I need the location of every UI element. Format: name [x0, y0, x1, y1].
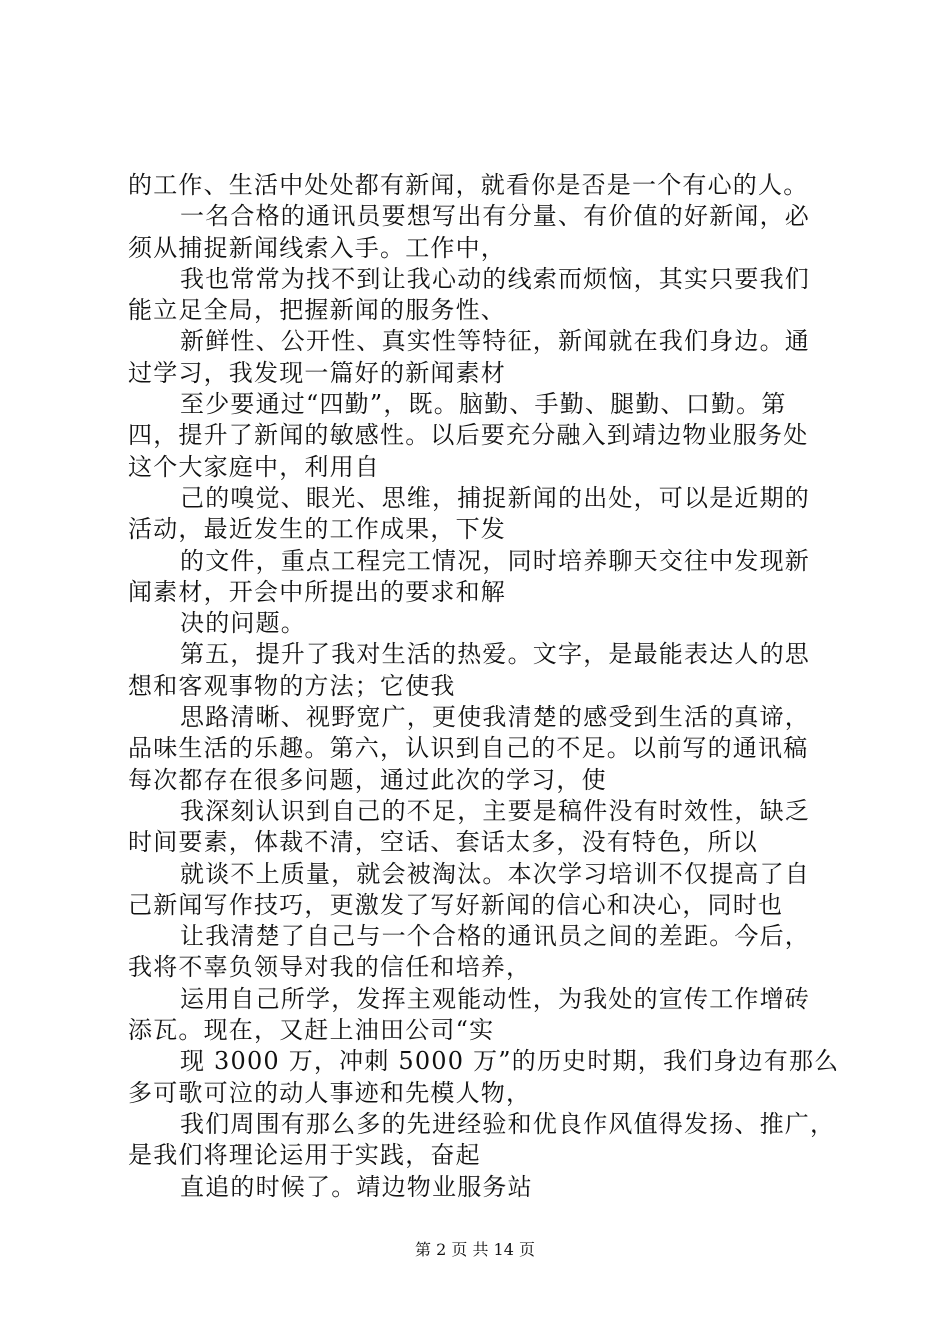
text-line: 一名合格的通讯员要想写出有分量、有价值的好新闻，必 [180, 202, 810, 231]
text-line: 多可歌可泣的动人事迹和先模人物， [128, 1078, 532, 1107]
text-line: 决的问题。 [180, 609, 306, 638]
text-line: 我将不辜负领导对我的信任和培养， [128, 953, 532, 982]
text-line: 品味生活的乐趣。第六，认识到自己的不足。以前写的通讯稿 [128, 734, 809, 763]
text-line: 每次都存在很多问题，通过此次的学习，使 [128, 765, 607, 794]
text-line: 的工作、生活中处处都有新闻，就看你是否是一个有心的人。 [128, 171, 809, 199]
text-line: 思路清晰、视野宽广，更使我清楚的感受到生活的真谛， [180, 703, 810, 732]
text-line: 过学习，我发现一篇好的新闻素材 [128, 358, 506, 387]
text-line: 我深刻认识到自己的不足，主要是稿件没有时效性，缺乏 [180, 796, 810, 825]
text-line: 新鲜性、公开性、真实性等特征，新闻就在我们身边。通 [180, 327, 810, 356]
text-line: 就谈不上质量，就会被淘汰。本次学习培训不仅提高了自 [180, 859, 810, 888]
text-line: 能立足全局，把握新闻的服务性、 [128, 296, 506, 325]
text-line: 活动，最近发生的工作成果，下发 [128, 515, 506, 544]
text-line: 我也常常为找不到让我心动的线索而烦恼，其实只要我们 [180, 264, 810, 293]
text-line: 添瓦。现在，又赶上油田公司“实 [128, 1016, 495, 1045]
text-line: 的文件，重点工程完工情况，同时培养聊天交往中发现新 [180, 546, 810, 575]
text-line: 这个大家庭中，利用自 [128, 452, 380, 481]
text-line: 闻素材，开会中所提出的要求和解 [128, 577, 506, 606]
text-line: 时间要素，体裁不清，空话、套话太多，没有特色，所以 [128, 828, 758, 857]
text-line: 让我清楚了自己与一个合格的通讯员之间的差距。今后， [180, 922, 810, 951]
text-line: 己的嗅觉、眼光、思维，捕捉新闻的出处，可以是近期的 [180, 483, 810, 512]
page-footer: 第 2 页 共 14 页 [415, 1240, 535, 1259]
text-line: 运用自己所学，发挥主观能动性，为我处的宣传工作增砖 [180, 984, 810, 1013]
text-line: 我们周围有那么多的先进经验和优良作风值得发扬、推广， [180, 1109, 836, 1138]
text-line: 是我们将理论运用于实践，奋起 [128, 1141, 481, 1170]
document-body [128, 170, 840, 1203]
text-line: 直追的时候了。靖边物业服务站 [180, 1172, 533, 1201]
text-line: 想和客观事物的方法；它使我 [128, 671, 456, 700]
text-line: 现 3000 万，冲刺 5000 万”的历史时期，我们身边有那么 [180, 1047, 840, 1076]
text-line: 四，提升了新闻的敏感性。以后要充分融入到靖边物业服务处 [128, 421, 809, 450]
text-line: 第五，提升了我对生活的热爱。文字，是最能表达人的思 [180, 640, 810, 669]
text-line: 己新闻写作技巧，更激发了写好新闻的信心和决心，同时也 [128, 890, 784, 919]
text-line: 须从捕捉新闻线索入手。工作中， [128, 233, 506, 262]
text-line: 至少要通过“四勤”，既。脑勤、手勤、腿勤、口勤。第 [180, 390, 787, 419]
